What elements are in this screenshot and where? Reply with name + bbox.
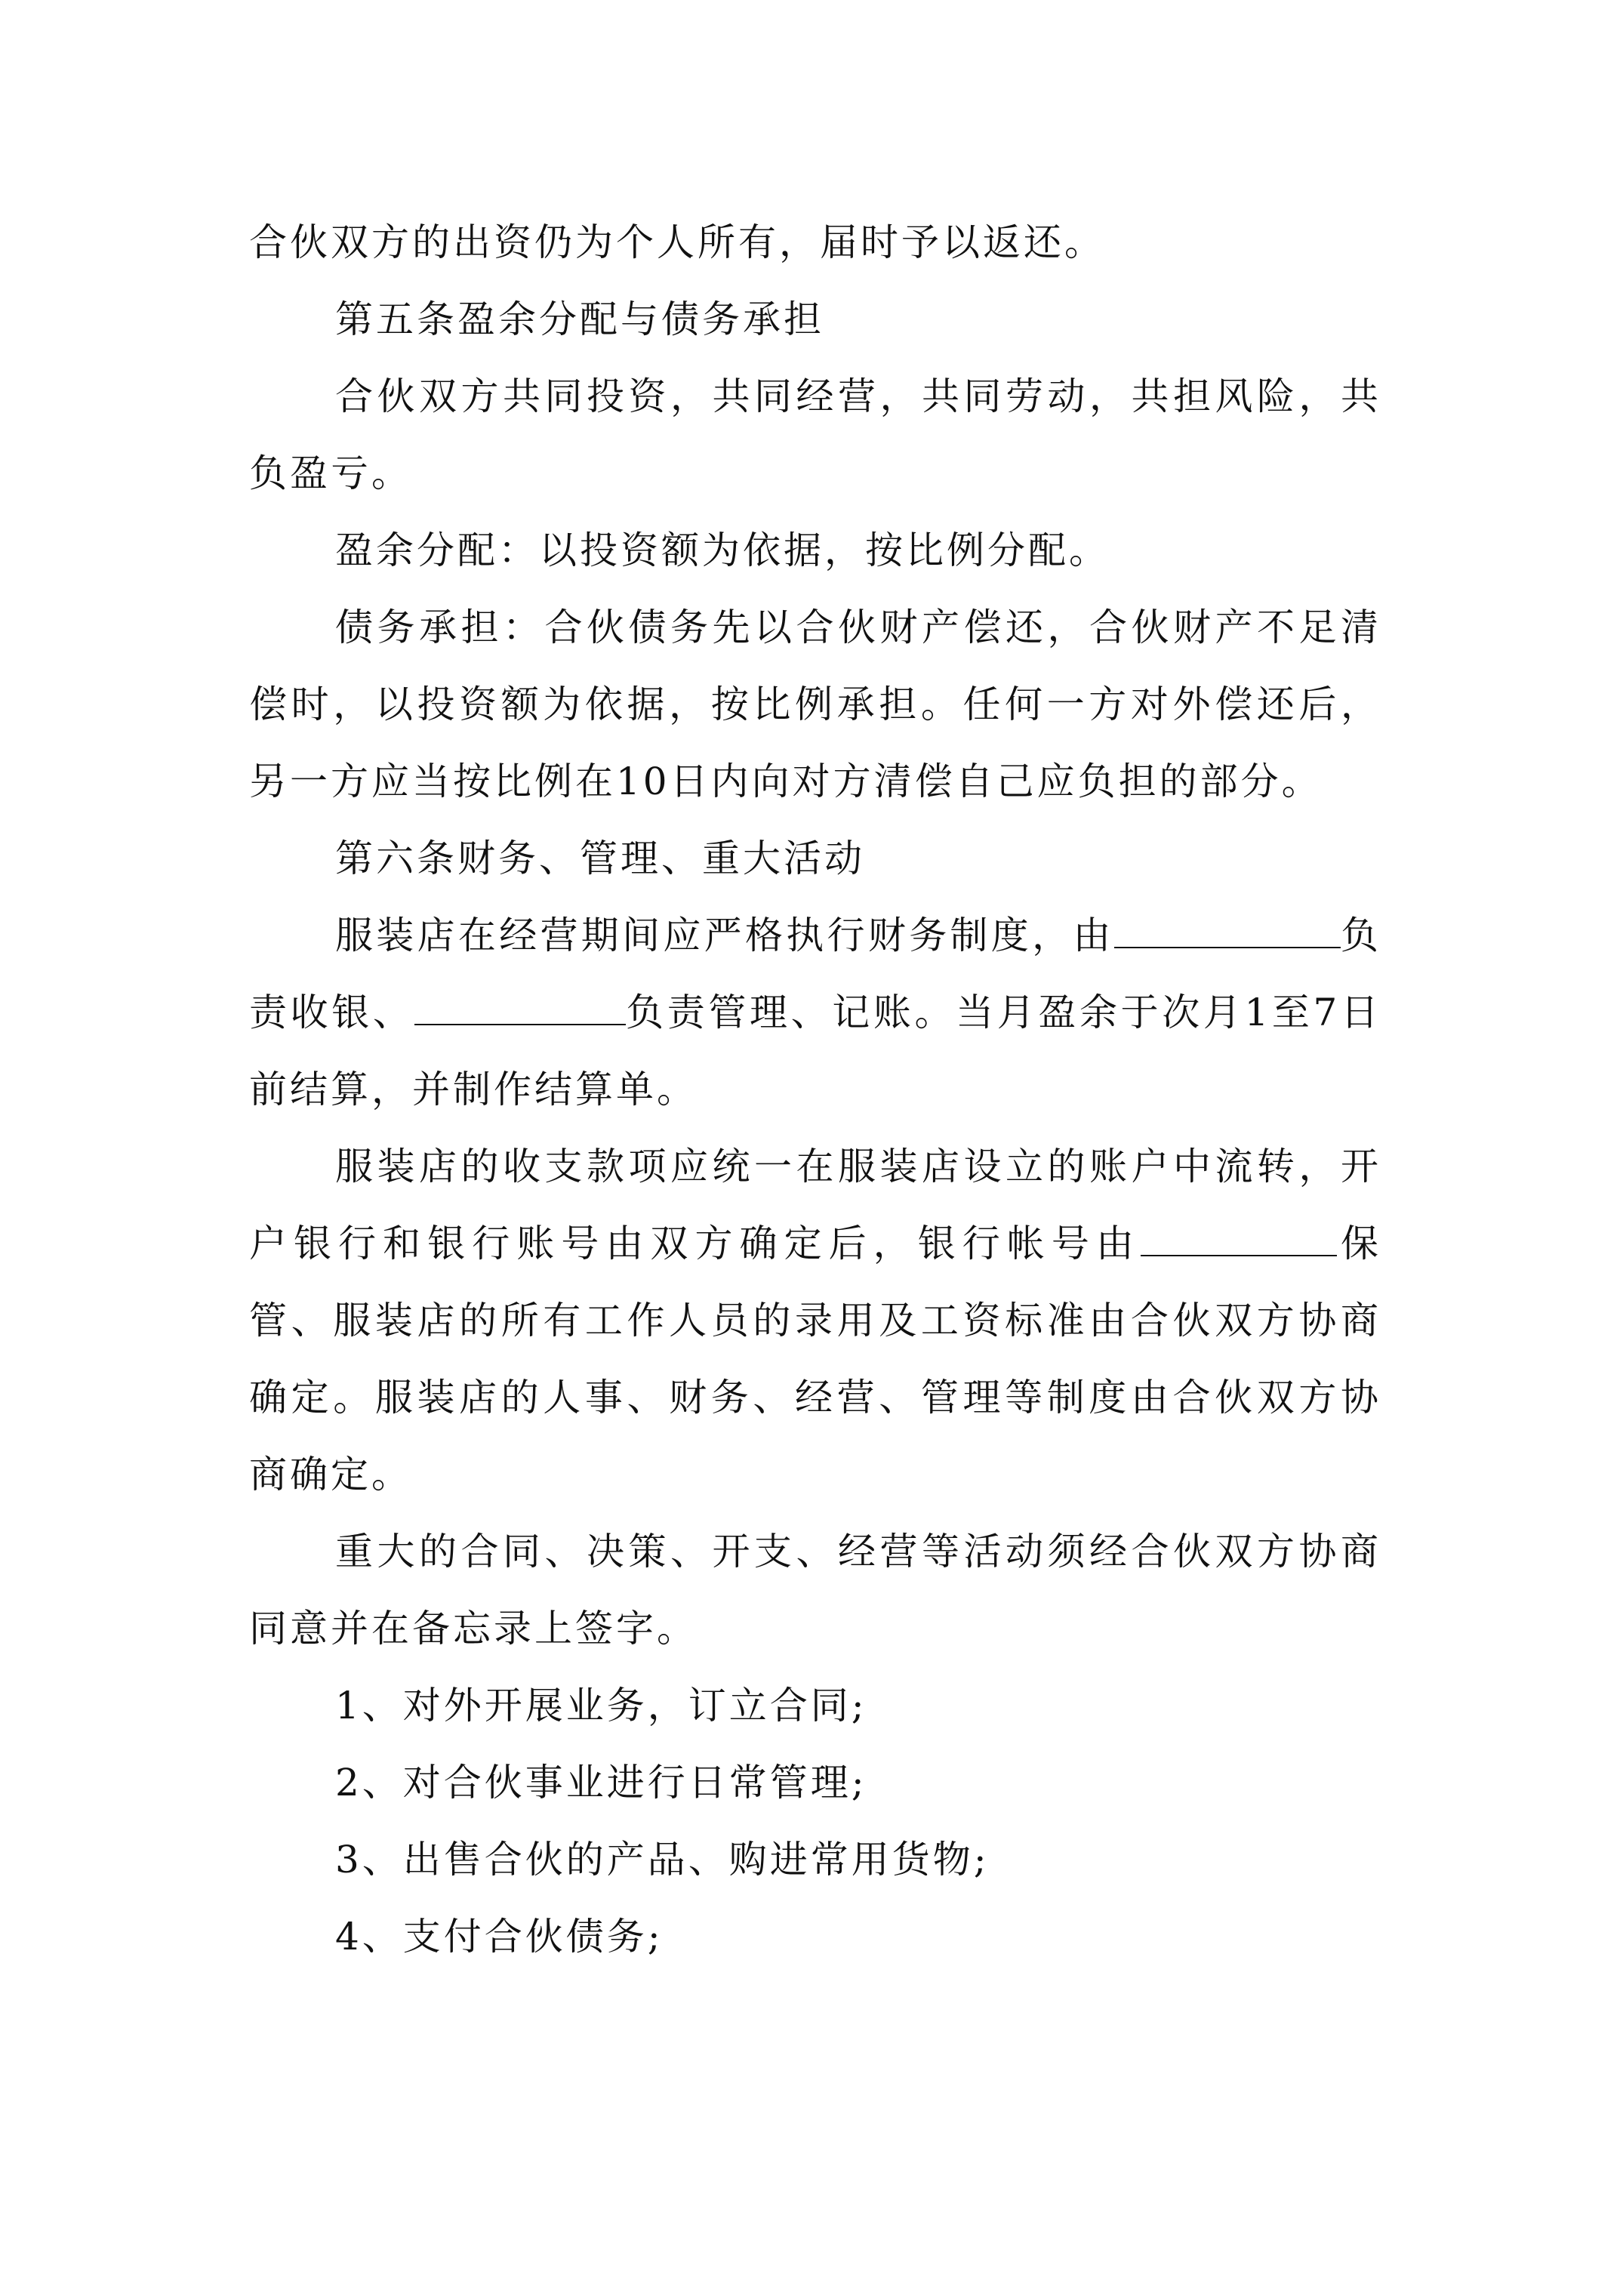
document-body (249, 204, 1381, 1975)
paragraph-major-activities: 重大的合同、决策、开支、经营等活动须经合伙双方协商同意并在备忘录上签字。 (249, 1530, 1381, 1650)
list-item-1: 1、对外开展业务，订立合同; (335, 1684, 867, 1727)
article-6-heading: 第六条财务、管理、重大活动 (335, 837, 865, 880)
list-item-4: 4、支付合伙债务; (335, 1915, 664, 1959)
cashier-name-blank (1114, 908, 1341, 948)
paragraph-joint-operation: 合伙双方共同投资，共同经营，共同劳动，共担风险，共负盈亏。 (249, 374, 1381, 495)
financial-system-text-3: 负责管理、记账。当月盈余于次月1至7日前结算，并制作结算单。 (249, 991, 1381, 1111)
financial-system-text-1: 服装店在经营期间应严格执行财务制度，由 (335, 914, 1114, 957)
paragraph-debt-liability: 债务承担：合伙债务先以合伙财产偿还，合伙财产不足清偿时，以投资额为依据，按比例承担。任何一方对外偿还后，另一方应当按比例在10日内向对方清偿自己应负担的部分。 (249, 606, 1381, 803)
account-management-text-2: 保管、服装店的所有工作人员的录用及工资标准由合伙双方协商确定。服装店的人事、财务、经营、管理等制度由合伙双方协商确定。 (249, 1222, 1382, 1496)
list-item-2: 2、对合伙事业进行日常管理; (335, 1761, 867, 1804)
account-keeper-blank (1141, 1216, 1337, 1256)
paragraph-capital-return: 合伙双方的出资仍为个人所有，届时予以返还。 (249, 220, 1105, 264)
bookkeeper-name-blank (414, 985, 626, 1025)
paragraph-account-management (249, 1128, 1381, 1513)
financial-system-text-2: 负责收银、 (249, 914, 1382, 1034)
account-management-text-1: 服装店的收支款项应统一在服装店设立的账户中流转，开户银行和银行账号由双方确定后，银行帐号由 (249, 1145, 1381, 1265)
article-5-heading: 第五条盈余分配与债务承担 (335, 297, 824, 341)
paragraph-profit-distribution: 盈余分配：以投资额为依据，按比例分配。 (335, 529, 1110, 572)
list-item-3: 3、出售合伙的产品、购进常用货物; (335, 1838, 990, 1881)
paragraph-financial-system (249, 897, 1381, 1128)
